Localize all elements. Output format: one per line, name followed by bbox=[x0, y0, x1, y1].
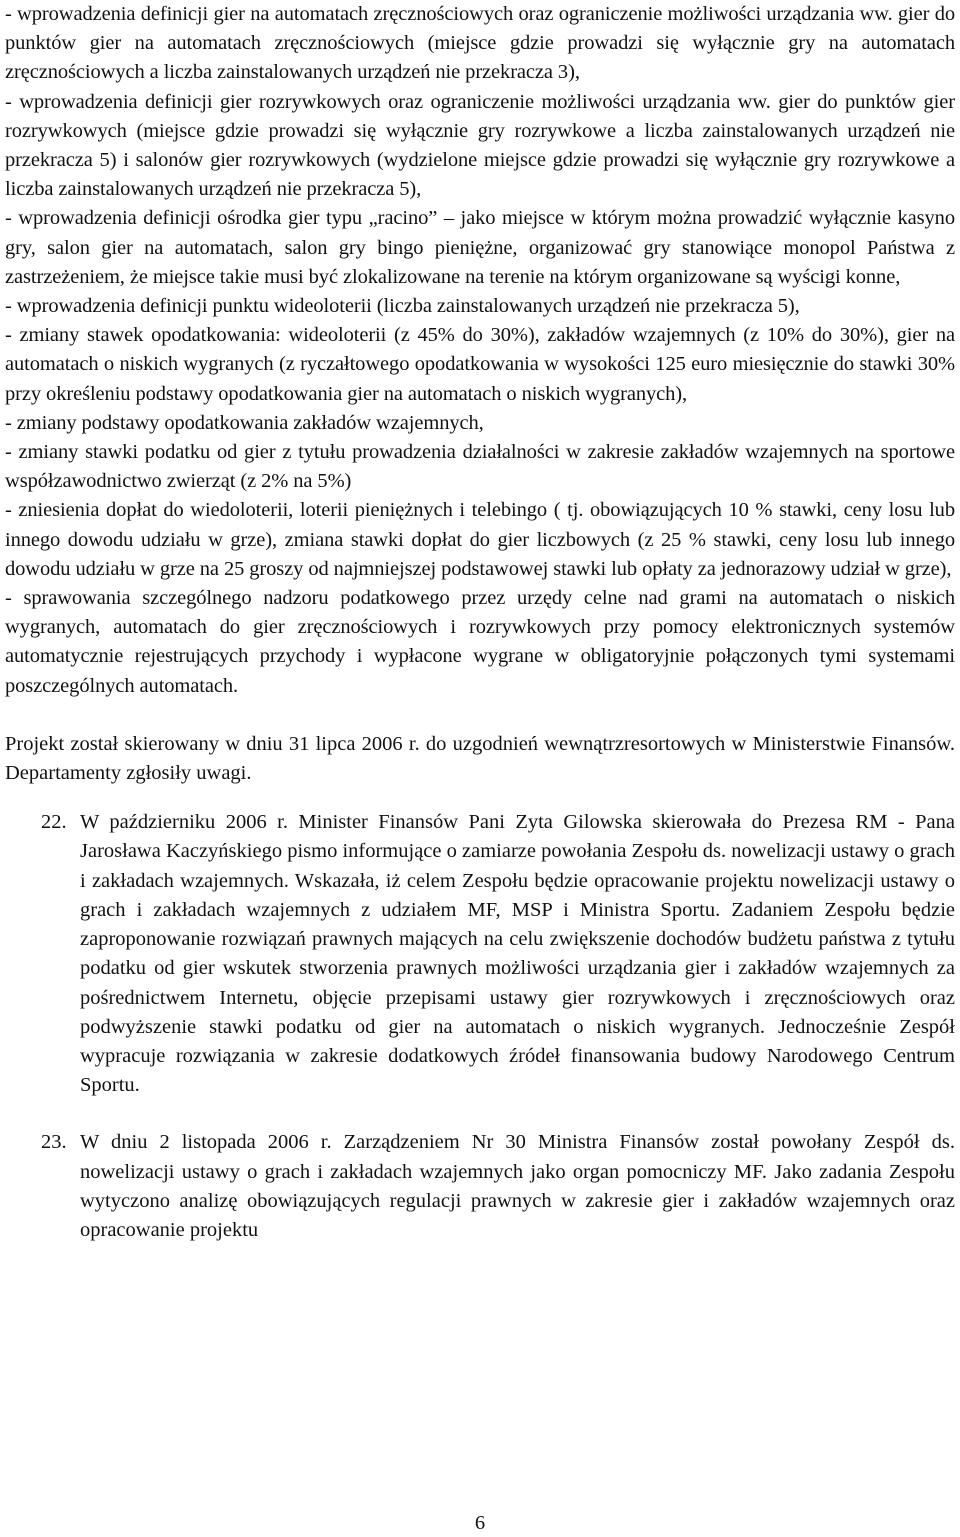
bullet-item: - zniesienia dopłat do wiedoloterii, loterii pieniężnych i telebingo ( tj. obowiązujących 10 % stawki, ceny losu lub innego dowodu udziału w grze), zmiana stawki dopłat do gier liczbowych (z 25 % stawki, ceny losu lub innego dowodu udziału w grze na 25 groszy od najmniejszej podstawowej stawki lub opłaty za jednorazowy udział w grze), bbox=[5, 499, 955, 580]
bullet-item: - zmiany stawek opodatkowania: wideoloterii (z 45% do 30%), zakładów wzajemnych (z 10% do 30%), gier na automatach o niskich wygranych (z ryczałtowego opodatkowania w wysokości 125 euro miesięcznie do stawki 30% przy określeniu podstawy opodatkowania gier na automatach o niskich wygranych), bbox=[5, 324, 955, 405]
numbered-item bbox=[5, 1128, 955, 1245]
bullet-list bbox=[5, 0, 955, 701]
bullet-item: - wprowadzenia definicji punktu wideoloterii (liczba zainstalowanych urządzeń nie przekracza 5), bbox=[5, 295, 800, 318]
document-page bbox=[5, 0, 955, 1273]
bullet-item: - wprowadzenia definicji ośrodka gier typu „racino” – jako miejsce w którym można prowadzić wyłącznie kasyno gry, salon gier na automatach, salon gry bingo pieniężne, organizować gry stanowiące monopol Państwa z zastrzeżeniem, że miejsce takie musi być zlokalizowane na terenie na którym organizowane są wyścigi konne, bbox=[5, 207, 955, 288]
bullet-item: - zmiany podstawy opodatkowania zakładów wzajemnych, bbox=[5, 411, 484, 434]
numbered-list bbox=[5, 808, 955, 1245]
numbered-item bbox=[5, 808, 955, 1100]
page-number: 6 bbox=[474, 1512, 486, 1534]
bullet-item: - wprowadzenia definicji gier na automatach zręcznościowych oraz ograniczenie możliwości urządzania ww. gier do punktów gier na automatach zręcznościowych (miejsce gdzie prowadzi się wyłącznie gry na automatach zręcznościowych a liczba zainstalowanych urządzeń nie przekracza 3), bbox=[5, 3, 955, 84]
bullet-item: - wprowadzenia definicji gier rozrywkowych oraz ograniczenie możliwości urządzania ww. gier do punktów gier rozrywkowych (miejsce gdzie prowadzi się wyłącznie gry rozrywkowe a liczba zainstalowanych urządzeń nie przekracza 5) i salonów gier rozrywkowych (wydzielone miejsce gdzie prowadzi się wyłącznie gry rozrywkowe a liczba zainstalowanych urządzeń nie przekracza 5), bbox=[5, 90, 955, 201]
item-number: 23. bbox=[41, 1131, 67, 1154]
body-paragraph: Projekt został skierowany w dniu 31 lipca 2006 r. do uzgodnień wewnątrzresortowych w Ministerstwie Finansów. Departamenty zgłosiły uwagi. bbox=[5, 732, 955, 785]
item-text: W dniu 2 listopada 2006 r. Zarządzeniem Nr 30 Ministra Finansów został powołany Zespół ds. nowelizacji ustawy o grach i zakładach wzajemnych jako organ pomocniczy MF. Jako zadania Zespołu wytyczono analizę obowiązujących regulacji prawnych w zakresie gier i zakładów wzajemnych oraz opracowanie projektu bbox=[80, 1131, 955, 1241]
item-text: W październiku 2006 r. Minister Finansów Pani Zyta Gilowska skierowała do Prezesa RM - Pana Jarosława Kaczyńskiego pismo informujące o zamiarze powołania Zespołu ds. nowelizacji ustawy o grach i zakładach wzajemnych. Wskazała, iż celem Zespołu będzie opracowanie projektu nowelizacji ustawy o grach i zakładach wzajemnych z udziałem MF, MSP i Ministra Sportu. Zadaniem Zespołu będzie zaproponowanie rozwiązań prawnych mających na celu zwiększenie dochodów budżetu państwa z tytułu podatku od gier wskutek stworzenia prawnych możliwości urządzania gier i zakładów wzajemnych za pośrednictwem Internetu, objęcie przepisami ustawy gier rozrywkowych i zręcznościowych oraz podwyższenie stawki podatku od gier na automatach o niskich wygranych. Jednocześnie Zespół wypracuje rozwiązania w zakresie dodatkowych źródeł finansowania budowy Narodowego Centrum Sportu. bbox=[80, 811, 955, 1097]
bullet-item: - zmiany stawki podatku od gier z tytułu prowadzenia działalności w zakresie zakładów wzajemnych na sportowe współzawodnictwo zwierząt (z 2% na 5%) bbox=[5, 441, 955, 493]
item-number: 22. bbox=[41, 811, 67, 834]
bullet-item: - sprawowania szczególnego nadzoru podatkowego przez urzędy celne nad grami na automatach o niskich wygranych, automatach do gier zręcznościowych i rozrywkowych przy pomocy elektronicznych systemów automatycznie rejestrujących przychody i wypłacone wygrane w obligatoryjnie połączonych tymi systemami poszczególnych automatach. bbox=[5, 587, 955, 697]
